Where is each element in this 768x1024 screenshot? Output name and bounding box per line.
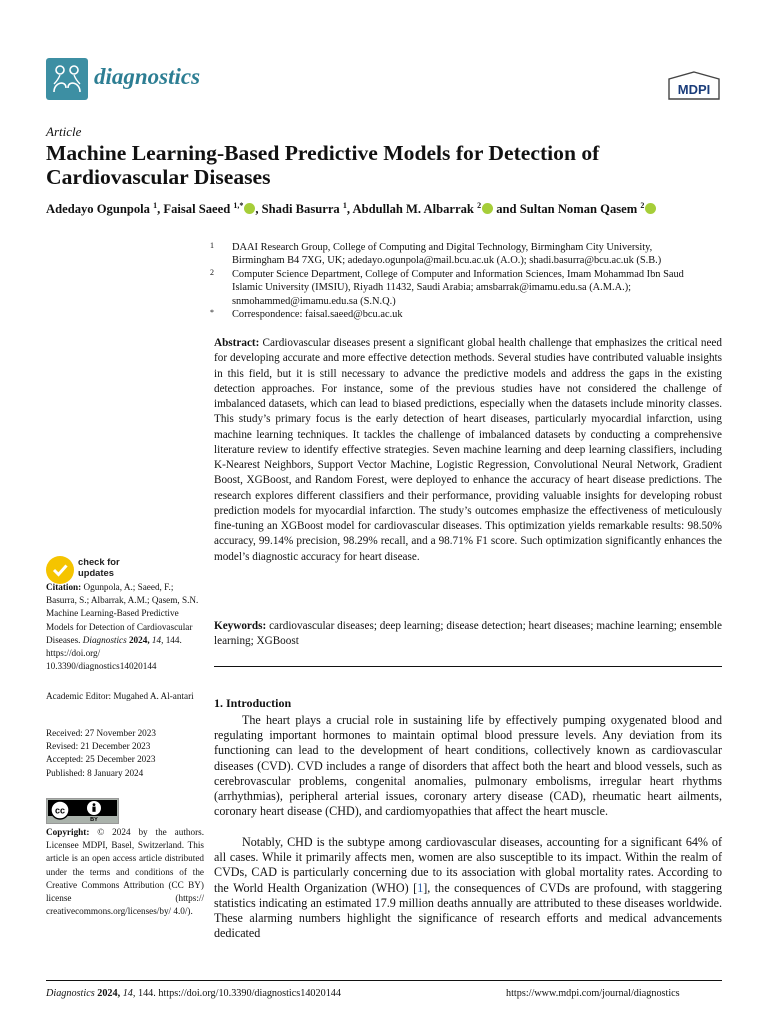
affiliation-line: DAAI Research Group, College of Computing and Digital Technology, Birmingham City University, bbox=[232, 242, 653, 253]
footer-doi[interactable]: 144. https://doi.org/10.3390/diagnostics14020144 bbox=[137, 988, 341, 999]
article-title bbox=[46, 141, 726, 189]
citation-label: Citation: bbox=[46, 582, 82, 592]
orcid-icon[interactable] bbox=[482, 203, 493, 214]
author-affil-mark: 1 bbox=[153, 201, 158, 210]
dates-block bbox=[46, 727, 204, 780]
citation-volume: 14, bbox=[151, 634, 164, 645]
check-for-updates-icon[interactable] bbox=[46, 556, 74, 584]
section-heading: 1. Introduction bbox=[214, 696, 292, 710]
mdpi-logo-icon bbox=[667, 71, 721, 101]
article-type: Article bbox=[46, 124, 82, 139]
footer-volume: 14, bbox=[122, 988, 136, 999]
revised-date: Revised: 21 December 2023 bbox=[46, 741, 151, 752]
title-line-1: Machine Learning-Based Predictive Models for Detection of bbox=[46, 141, 600, 165]
citation-journal: Diagnostics bbox=[82, 634, 127, 645]
abstract-text: Cardiovascular diseases present a significant global health challenge that emphasizes the critical need for developing accurate and more effective detection methods. Several studies have contributed valuable insights in this field, but it is still necessary to advance the predictive models and address the gaps in the existing detection approaches. For instance, some of the previous studies have not considered the challenge of imbalanced datasets, which can lead to biased predictions, especially when the datasets include minority classes. This study’s primary focus is the early detection of heart diseases, particularly myocardial infarction, using machine learning techniques. It tackles the challenge of imbalanced datasets by conducting a comprehensive literature review to identify effective strategies. Seven machine learning and deep learning classifiers, including K-Nearest Neighbors, Support Vector Machine, Logistic Regression, Convolutional Neural Network, Gradient Boost, XGBoost, and Random Forest, were deployed to enhance the accuracy of heart disease predictions. The research explores different classifiers and their performance, providing valuable insights for developing robust prediction models for myocardial infarction. The study’s outcomes emphasize the effectiveness of meticulously fine-tuning an XGBoost model for cardiovascular diseases. This optimization yields remarkable results: 98.50% accuracy, 99.14% precision, 98.29% recall, and a 98.71% F1 score. Such optimization significantly enhances the model’s diagnostic accuracy for heart disease. bbox=[214, 337, 722, 563]
keywords bbox=[214, 619, 722, 650]
author-affil-mark: 1,* bbox=[233, 201, 244, 210]
orcid-icon[interactable] bbox=[645, 203, 656, 214]
affiliation-mark: 2 bbox=[210, 268, 214, 277]
author-name[interactable]: Sultan Noman Qasem bbox=[519, 202, 638, 217]
author-affil-mark: 2 bbox=[477, 201, 482, 210]
author-name[interactable]: Abdullah M. Albarrak bbox=[352, 202, 474, 217]
abstract bbox=[214, 336, 722, 565]
paragraph-text: Notably, CHD is the subtype among cardiovascular diseases, accounting for a significant 64% of all cases. While it primarily affects men, women are also susceptible to its impact. Within the realm of CVDs, CAD is particularly concerning due to its association with global mortality rates. According to the World Health Organization (WHO) [ bbox=[214, 835, 722, 895]
author-name[interactable]: Faisal Saeed bbox=[163, 202, 231, 217]
correspondence bbox=[210, 308, 724, 321]
divider bbox=[214, 666, 722, 667]
author-affil-mark: 2 bbox=[640, 201, 645, 210]
creative-commons-icon[interactable] bbox=[46, 798, 119, 824]
correspondence-text: Correspondence: faisal.saeed@bcu.ac.uk bbox=[232, 309, 403, 320]
publisher-name: MDPI bbox=[677, 82, 711, 97]
published-date: Published: 8 January 2024 bbox=[46, 767, 144, 778]
citation-year: 2024, bbox=[128, 634, 150, 645]
authors-and: and bbox=[496, 202, 517, 217]
author-name[interactable]: Shadi Basurra bbox=[261, 202, 340, 217]
author-list: Adedayo Ogunpola $^1$, Faisal Saeed $^{1,*}$ , Shadi Basurra $^1$, Abdullah M. Albarrak $^2$ and Sultan Noman Qasem $^2$ bbox=[46, 201, 736, 217]
footer-journal-url[interactable]: https://www.mdpi.com/journal/diagnostics bbox=[506, 988, 680, 999]
author-affil-mark: 1 bbox=[342, 201, 347, 210]
paragraph-text: ], the consequences of CVDs are profound, with staggering statistics indicating an estimated 17.9 million deaths annually are attributed to these diseases worldwide. These alarming numbers highlight the significance of research efforts and medical advancements dedicated bbox=[214, 880, 722, 941]
check-line-1: check for bbox=[78, 556, 120, 567]
copyright-block bbox=[46, 826, 204, 918]
journal-name: diagnostics bbox=[94, 64, 201, 89]
footer-year: 2024, bbox=[97, 988, 121, 999]
affiliation-line: Islamic University (IMSIU), Riyadh 11432, Saudi Arabia; amsbarrak@imamu.edu.sa (A.M.A.); bbox=[232, 282, 632, 294]
correspondence-mark: * bbox=[210, 308, 214, 317]
keywords-label: Keywords: bbox=[214, 620, 267, 632]
footer-divider bbox=[46, 980, 722, 981]
accepted-date: Accepted: 25 December 2023 bbox=[46, 754, 156, 765]
copyright-text: © 2024 by the authors. Licensee MDPI, Basel, Switzerland. This article is an open access article distributed under the terms and conditions of the Creative Commons Attribution (CC BY) license (https:// creativecommons.org/licenses/by/ 4.0/). bbox=[46, 827, 204, 917]
intro-paragraph-1: The heart plays a crucial role in sustaining life by effectively pumping oxygenated blood and regulating important hormones to maintain optimal blood pressure levels. Any deviation from its functioning can lead to the development of heart conditions, collectively known as cardiovascular diseases (CVD). CVD includes a range of disorders that affect both the heart and blood vessels, such as cerebrovascular problems, congenital anomalies, pulmonary embolisms, irregular heart rhythms (arrhythmias), peripheral arterial issues, coronary artery disease (CAD), rheumatic heart ailments, coronary heart disease (CHD), and cardiomyopathies that affect the heart muscle. bbox=[214, 713, 722, 819]
citation-doi[interactable]: 144. https://doi.org/ 10.3390/diagnostics14020144 bbox=[46, 634, 182, 672]
svg-text:cc: cc bbox=[54, 805, 66, 816]
affiliation-1 bbox=[210, 241, 724, 268]
abstract-label: Abstract: bbox=[214, 337, 260, 349]
affiliation-line: snmohammed@imamu.edu.sa (S.N.Q.) bbox=[232, 295, 396, 307]
academic-editor: Academic Editor: Mugahed A. Al-antari bbox=[46, 691, 194, 701]
check-for-updates-label[interactable] bbox=[78, 556, 120, 578]
intro-paragraph-2 bbox=[214, 835, 722, 941]
cc-by-label: BY bbox=[90, 817, 98, 823]
citation-link[interactable]: 1 bbox=[417, 880, 424, 895]
affiliation-2 bbox=[210, 268, 724, 308]
author-name[interactable]: Adedayo Ogunpola bbox=[46, 202, 150, 217]
affiliation-line: Computer Science Department, College of Computer and Information Sciences, Imam Mohammad Ibn Saud bbox=[232, 269, 684, 280]
title-line-2: Cardiovascular Diseases bbox=[46, 165, 271, 189]
copyright-label: Copyright: bbox=[46, 827, 90, 837]
check-line-2: updates bbox=[78, 567, 114, 578]
diagnostics-logo-icon bbox=[46, 58, 88, 100]
citation-text: Ogunpola, A.; Saeed, F.; Basurra, S.; Albarrak, A.M.; Qasem, S.N. Machine Learning-Based Predictive Models for Detection of Cardiovascular Diseases. bbox=[46, 582, 199, 645]
affiliation-line: Birmingham B4 7XG, UK; adedayo.ogunpola@mail.bcu.ac.uk (A.O.); shadi.basurra@bcu.ac.uk (S.B.) bbox=[232, 255, 662, 267]
received-date: Received: 27 November 2023 bbox=[46, 728, 156, 738]
orcid-icon[interactable] bbox=[244, 203, 255, 214]
citation-block bbox=[46, 581, 204, 673]
keywords-text: cardiovascular diseases; deep learning; disease detection; heart diseases; machine learning; ensemble learning; XGBoost bbox=[214, 620, 723, 648]
affiliation-mark: 1 bbox=[210, 241, 214, 250]
footer-citation bbox=[46, 988, 341, 999]
footer-journal: Diagnostics bbox=[46, 988, 95, 999]
